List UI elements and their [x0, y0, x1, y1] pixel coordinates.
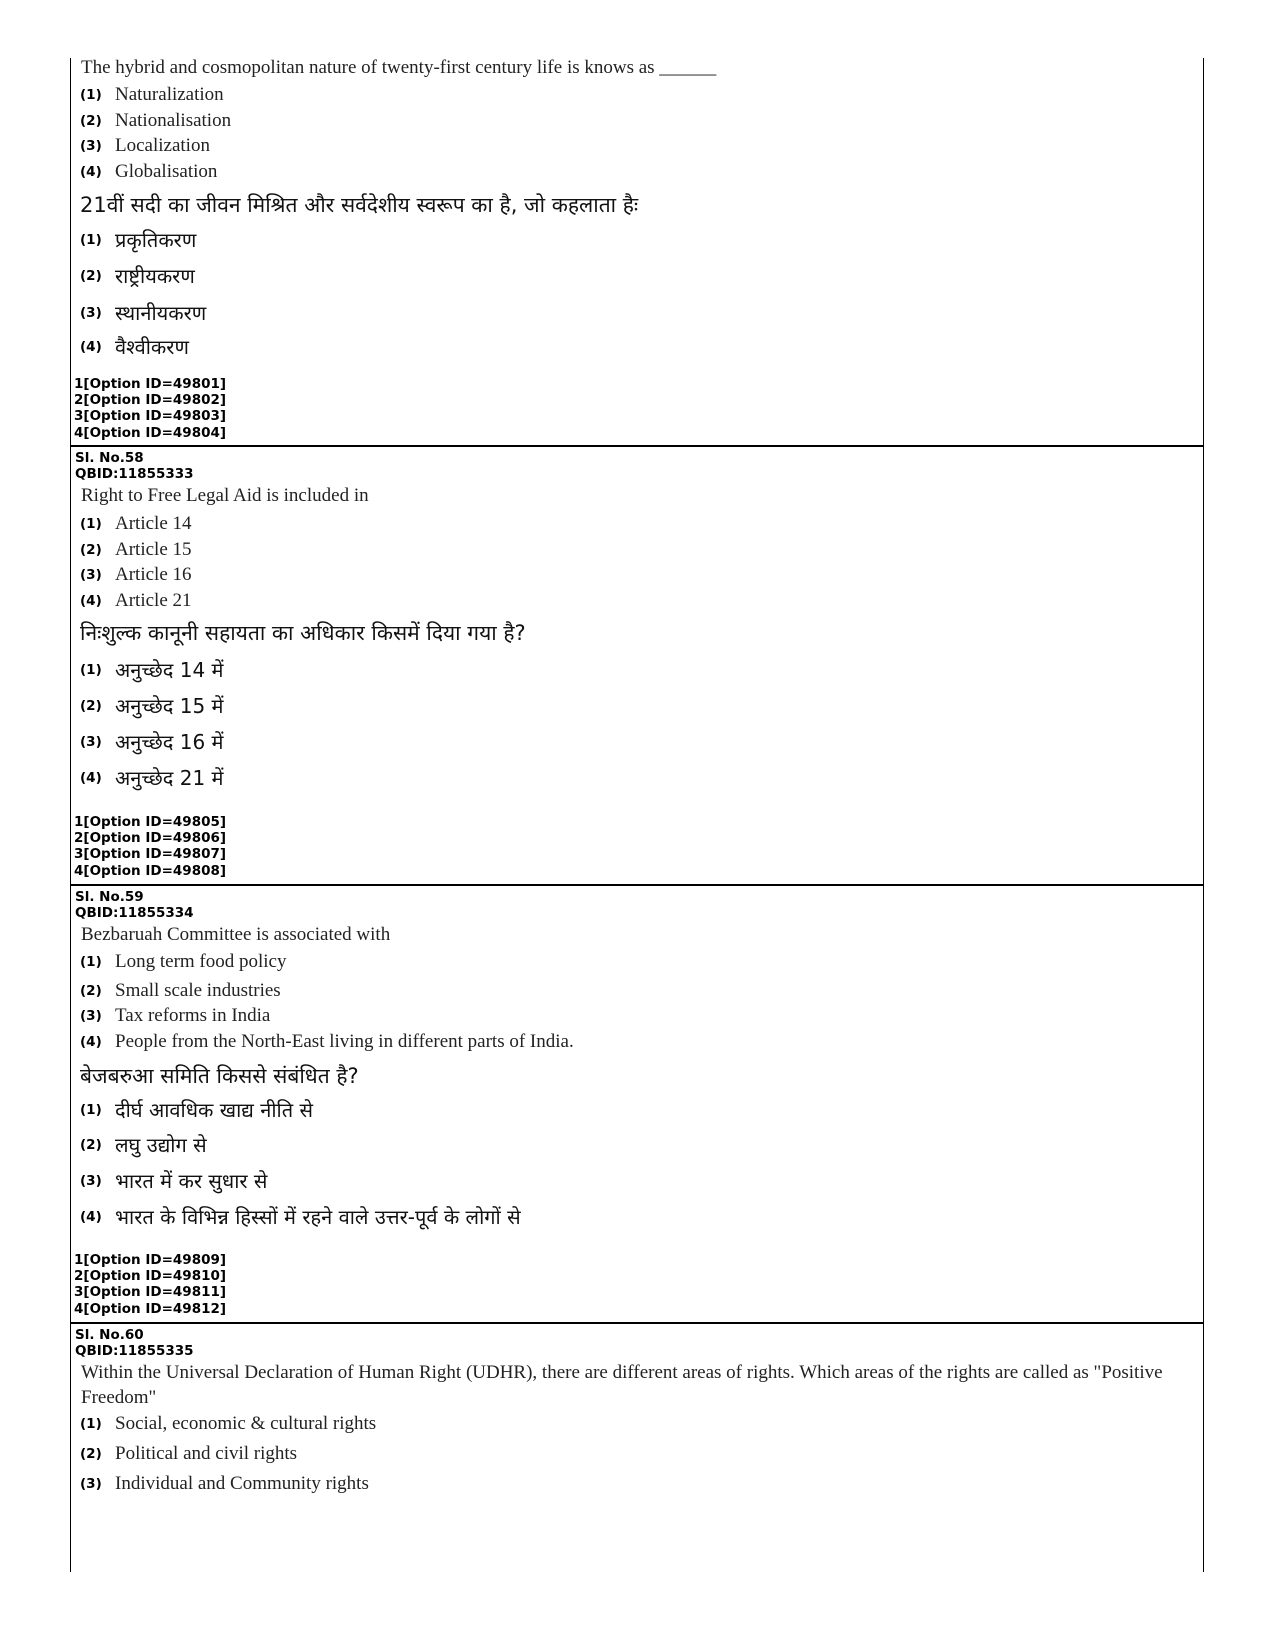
question-57-block — [71, 58, 1203, 446]
question-paper-frame — [70, 58, 1204, 1572]
serial-number: Sl. No.59 — [75, 889, 144, 905]
option-id-list — [74, 376, 226, 441]
option-id: 1[Option ID=49801] — [74, 376, 227, 392]
option-1-hi: (1) अनुच्छेद 14 में — [80, 658, 224, 682]
question-60-text-en: Within the Universal Declaration of Human Right (UDHR), there are different areas of rights. Which areas of the rights are called as "Positive Freedom" — [81, 1362, 1163, 1408]
option-id: 4[Option ID=49812] — [74, 1300, 227, 1317]
qbid: QBID:11855333 — [75, 466, 194, 482]
option-1-en: (1) Long term food policy — [80, 951, 287, 972]
option-3-en: (3) Individual and Community rights — [80, 1473, 369, 1494]
question-60-block — [71, 1324, 1203, 1572]
option-3-hi: (3) स्थानीयकरण — [80, 301, 207, 325]
option-4-hi: (4) भारत के विभिन्न हिस्सों में रहने वाले उत्तर-पूर्व के लोगों से — [80, 1205, 521, 1229]
option-3-hi: (3) अनुच्छेद 16 में — [80, 730, 224, 754]
option-3-hi: (3) भारत में कर सुधार से — [80, 1169, 268, 1193]
option-2-hi: (2) राष्ट्रीयकरण — [80, 264, 195, 288]
question-57-text-en: The hybrid and cosmopolitan nature of twenty-first century life is knows as ______ — [81, 57, 717, 78]
option-1-en: (1) Social, economic & cultural rights — [80, 1413, 377, 1434]
option-1-hi: (1) दीर्घ आवधिक खाद्य नीति से — [80, 1098, 313, 1122]
option-2-en: (2) Article 15 — [80, 539, 192, 560]
option-id: 3[Option ID=49811] — [74, 1284, 227, 1301]
question-58-text-hi: निःशुल्क कानूनी सहायता का अधिकार किसमें दिया गया है? — [80, 621, 526, 645]
option-id: 2[Option ID=49802] — [74, 392, 227, 409]
option-id: 3[Option ID=49807] — [74, 846, 227, 863]
option-4-en: (4) Article 21 — [80, 590, 192, 611]
option-1-en: (1) Article 14 — [80, 513, 192, 534]
option-2-en: (2) Nationalisation — [80, 110, 232, 131]
option-3-en: (3) Tax reforms in India — [80, 1005, 271, 1026]
option-2-hi: (2) लघु उद्योग से — [80, 1133, 207, 1157]
question-59-text-hi: बेजबरुआ समिति किससे संबंधित है? — [80, 1064, 359, 1088]
option-1-hi: (1) प्रकृतिकरण — [80, 228, 197, 252]
question-58-text-en: Right to Free Legal Aid is included in — [81, 485, 369, 506]
serial-number: Sl. No.60 — [75, 1327, 144, 1343]
option-2-en: (2) Small scale industries — [80, 980, 281, 1001]
option-4-en: (4) People from the North-East living in different parts of India. — [80, 1031, 574, 1052]
qbid: QBID:11855334 — [75, 905, 194, 921]
option-id: 2[Option ID=49810] — [74, 1268, 227, 1285]
option-id-list — [74, 1252, 226, 1317]
question-59-text-en: Bezbaruah Committee is associated with — [81, 924, 391, 945]
question-58-block — [71, 447, 1203, 883]
serial-number: Sl. No.58 — [75, 450, 144, 466]
option-id: 4[Option ID=49804] — [74, 424, 227, 441]
option-id-list — [74, 814, 226, 879]
qbid: QBID:11855335 — [75, 1343, 194, 1359]
option-id: 1[Option ID=49805] — [74, 814, 227, 830]
option-id: 1[Option ID=49809] — [74, 1252, 227, 1268]
option-id: 2[Option ID=49806] — [74, 830, 227, 847]
option-4-hi: (4) अनुच्छेद 21 में — [80, 766, 224, 790]
option-id: 3[Option ID=49803] — [74, 408, 227, 425]
option-id: 4[Option ID=49808] — [74, 862, 227, 879]
option-2-en: (2) Political and civil rights — [80, 1443, 298, 1464]
option-3-en: (3) Article 16 — [80, 564, 192, 585]
option-4-en: (4) Globalisation — [80, 161, 218, 182]
option-3-en: (3) Localization — [80, 135, 210, 156]
option-4-hi: (4) वैश्वीकरण — [80, 335, 189, 359]
question-59-block — [71, 886, 1203, 1322]
option-2-hi: (2) अनुच्छेद 15 में — [80, 694, 224, 718]
option-1-en: (1) Naturalization — [80, 84, 224, 105]
question-57-text-hi: 21वीं सदी का जीवन मिश्रित और सर्वदेशीय स्वरूप का है, जो कहलाता हैः — [80, 193, 639, 217]
